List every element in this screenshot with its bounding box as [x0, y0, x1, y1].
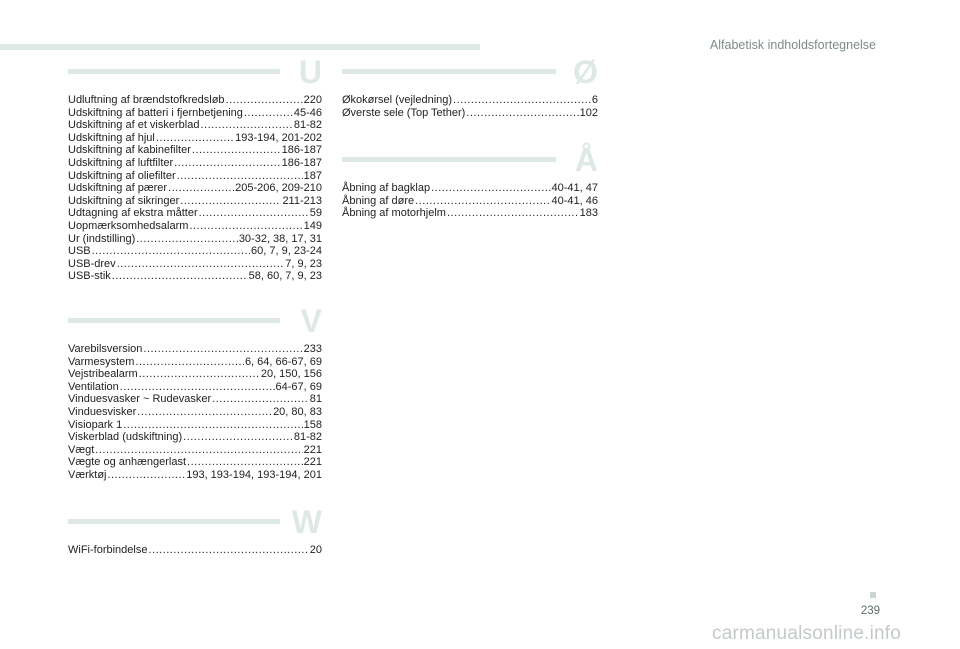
- index-entry: [342, 182, 598, 195]
- index-entry: [68, 157, 322, 170]
- dot-leader: [200, 119, 292, 132]
- section-header: [342, 142, 598, 178]
- entry-label: Uopmærksomhedsalarm: [68, 219, 189, 232]
- entry-list: [342, 182, 598, 220]
- index-entry: [68, 544, 322, 557]
- entry-label: Vejstribealarm: [68, 368, 138, 381]
- entry-label: USB: [68, 245, 91, 258]
- dot-leader: [143, 343, 302, 356]
- index-entry: [342, 94, 598, 107]
- dot-leader: [244, 107, 293, 120]
- entry-label: Visiopark 1: [68, 418, 123, 431]
- entry-label: Udluftning af brændstofkredsløb: [68, 94, 225, 106]
- entry-label: Varebilsversion: [68, 343, 143, 355]
- index-entry: [68, 107, 322, 120]
- entry-label: Vinduesvasker ~ Rudevasker: [68, 393, 212, 406]
- section-oe: [342, 54, 598, 119]
- entry-label: Åbning af bagklap: [342, 182, 431, 194]
- entry-list: [68, 544, 322, 557]
- index-entry: [68, 431, 322, 444]
- entry-pages: 58, 60, 7, 9, 23: [248, 270, 322, 283]
- section-w: [68, 504, 322, 557]
- dot-leader: [123, 419, 302, 432]
- dot-leader: [92, 245, 250, 258]
- entry-label: Udskiftning af sikringer: [68, 194, 180, 207]
- index-entry: [68, 233, 322, 246]
- entry-pages: 183: [579, 207, 598, 220]
- entry-pages: 6, 64, 66-67, 69: [244, 355, 322, 368]
- entry-pages: 211-213: [282, 194, 322, 207]
- entry-label: Udskiftning af batteri i fjernbetjening: [68, 106, 243, 119]
- section-letter: V: [300, 303, 322, 339]
- section-letter: W: [291, 504, 322, 540]
- entry-label: Værktøj: [68, 468, 107, 481]
- dot-leader: [120, 381, 275, 394]
- section-header: [68, 504, 322, 540]
- entry-label: Øverste sele (Top Tether): [342, 106, 466, 119]
- dot-leader: [415, 195, 550, 208]
- entry-pages: 20, 80, 83: [273, 405, 322, 418]
- entry-pages: 193, 193-194, 193-194, 201: [186, 468, 322, 481]
- entry-pages: 158: [303, 418, 322, 431]
- dot-leader: [148, 544, 308, 557]
- section-aa: [342, 142, 598, 220]
- dot-leader: [117, 258, 285, 271]
- entry-label: Udskiftning af pærer: [68, 182, 168, 195]
- section-divider: [342, 69, 556, 74]
- dot-leader: [431, 182, 550, 195]
- entry-label: Udskiftning af luftfilter: [68, 156, 174, 169]
- header-title: Alfabetisk indholdsfortegnelse: [709, 38, 876, 52]
- index-entry: [68, 444, 322, 457]
- dot-leader: [156, 132, 234, 145]
- dot-leader: [189, 220, 302, 233]
- entry-pages: 20, 150, 156: [260, 368, 322, 381]
- entry-list: [68, 94, 322, 283]
- dot-leader: [199, 207, 309, 220]
- entry-pages: 60, 7, 9, 23-24: [251, 245, 322, 258]
- index-entry: [68, 356, 322, 369]
- entry-label: Udskiftning af hjul: [68, 131, 155, 144]
- dot-leader: [212, 393, 309, 406]
- index-entry: [68, 94, 322, 107]
- index-entry: [68, 195, 322, 208]
- index-entry: [68, 368, 322, 381]
- section-letter: Ø: [573, 54, 598, 90]
- index-entry: [68, 220, 322, 233]
- index-entry: [68, 406, 322, 419]
- section-header: [68, 303, 322, 339]
- entry-pages: 40-41, 47: [551, 182, 598, 194]
- entry-label: Udtagning af ekstra måtter: [68, 207, 198, 220]
- index-entry: [68, 419, 322, 432]
- entry-pages: 20: [309, 544, 322, 556]
- dot-leader: [174, 157, 280, 170]
- dot-leader: [135, 356, 244, 369]
- entry-list: [342, 94, 598, 119]
- dot-leader: [95, 444, 302, 457]
- section-u: [68, 54, 322, 283]
- section-letter: U: [298, 54, 322, 90]
- entry-pages: 64-67, 69: [275, 380, 322, 393]
- entry-label: Udskiftning af oliefilter: [68, 169, 176, 182]
- section-header: [342, 54, 598, 90]
- watermark: carmanualsonline.info: [712, 623, 902, 644]
- header-bar: [0, 44, 480, 50]
- entry-pages: 45-46: [293, 106, 322, 119]
- entry-pages: 205-206, 209-210: [235, 182, 322, 195]
- entry-pages: 81-82: [293, 119, 322, 132]
- entry-label: Økokørsel (vejledning): [342, 94, 453, 106]
- index-entry: [342, 195, 598, 208]
- entry-pages: 81: [309, 393, 322, 406]
- dot-leader: [137, 406, 272, 419]
- entry-pages: 220: [303, 94, 322, 106]
- entry-pages: 186-187: [281, 144, 322, 157]
- dot-leader: [192, 144, 281, 157]
- entry-label: Vægt: [68, 443, 95, 456]
- dot-leader: [466, 107, 578, 120]
- section-v: [68, 303, 322, 482]
- section-header: [68, 54, 322, 90]
- entry-label: USB-drev: [68, 257, 116, 270]
- entry-pages: 59: [309, 207, 322, 220]
- entry-pages: 193-194, 201-202: [235, 131, 322, 144]
- index-entry: [68, 245, 322, 258]
- entry-label: Vægte og anhængerlast: [68, 456, 187, 469]
- dot-leader: [177, 170, 303, 183]
- entry-label: Viskerblad (udskiftning): [68, 431, 183, 444]
- dot-leader: [180, 195, 281, 208]
- index-entry: [68, 258, 322, 271]
- index-entry: [68, 170, 322, 183]
- dot-leader: [187, 456, 303, 469]
- section-divider: [68, 69, 280, 74]
- entry-label: Udskiftning af kabinefilter: [68, 144, 191, 157]
- dot-leader: [108, 469, 186, 482]
- index-entry: [342, 207, 598, 220]
- index-entry: [68, 456, 322, 469]
- entry-pages: 30-32, 38, 17, 31: [238, 232, 322, 245]
- entry-label: Ur (indstilling): [68, 232, 136, 245]
- dot-leader: [447, 207, 579, 220]
- section-divider: [342, 157, 556, 162]
- dot-leader: [139, 368, 260, 381]
- entry-label: Åbning af døre: [342, 194, 415, 207]
- index-entry: [68, 343, 322, 356]
- index-entry: [68, 381, 322, 394]
- dot-leader: [183, 431, 293, 444]
- entry-pages: 6: [591, 94, 598, 106]
- index-entry: [68, 469, 322, 482]
- section-letter: Å: [574, 142, 598, 178]
- entry-pages: 7, 9, 23: [285, 257, 322, 270]
- section-divider: [68, 519, 280, 524]
- page-number: 239: [860, 605, 880, 617]
- entry-pages: 186-187: [281, 156, 322, 169]
- entry-pages: 81-82: [293, 431, 322, 444]
- entry-label: Udskiftning af et viskerblad: [68, 119, 200, 132]
- index-entry: [68, 270, 322, 283]
- index-entry: [342, 107, 598, 120]
- index-entry: [68, 132, 322, 145]
- entry-label: Vinduesvisker: [68, 405, 137, 418]
- entry-label: Ventilation: [68, 380, 119, 393]
- corner-marker: [870, 592, 876, 598]
- entry-pages: 221: [303, 443, 322, 456]
- dot-leader: [136, 233, 238, 246]
- index-entry: [68, 182, 322, 195]
- dot-leader: [453, 94, 591, 107]
- entry-label: USB-stik: [68, 270, 111, 283]
- index-entry: [68, 393, 322, 406]
- section-divider: [68, 318, 280, 323]
- entry-list: [68, 343, 322, 482]
- index-entry: [68, 119, 322, 132]
- entry-pages: 187: [303, 169, 322, 182]
- index-entry: [68, 207, 322, 220]
- entry-label: Varmesystem: [68, 355, 135, 368]
- entry-pages: 40-41, 46: [551, 194, 598, 207]
- entry-label: WiFi-forbindelse: [68, 544, 148, 556]
- entry-pages: 102: [579, 106, 598, 119]
- entry-pages: 233: [303, 343, 322, 355]
- entry-label: Åbning af motorhjelm: [342, 207, 446, 220]
- dot-leader: [226, 94, 303, 107]
- entry-pages: 149: [303, 219, 322, 232]
- dot-leader: [168, 182, 234, 195]
- index-entry: [68, 144, 322, 157]
- entry-pages: 221: [303, 456, 322, 469]
- dot-leader: [112, 270, 248, 283]
